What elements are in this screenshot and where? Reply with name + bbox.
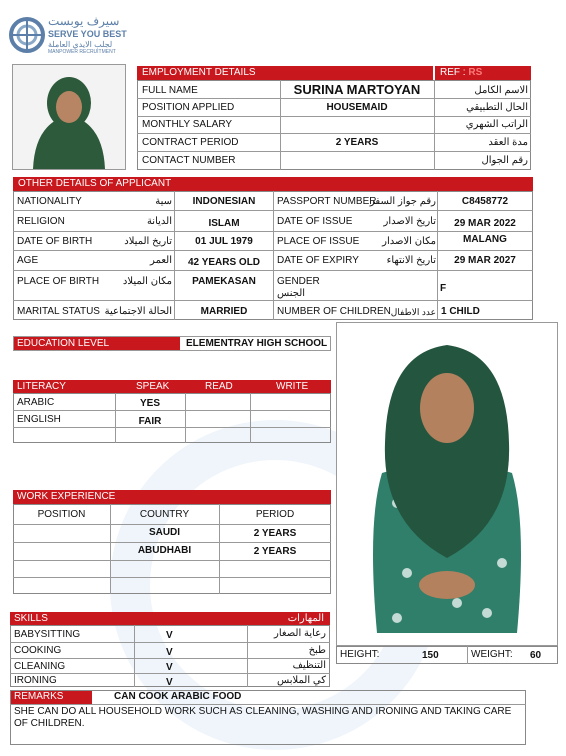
- dob-label: DATE OF BIRTH: [17, 236, 93, 247]
- work-row1-country: SAUDI: [148, 527, 181, 538]
- place-of-birth-label: PLACE OF BIRTH: [17, 276, 100, 287]
- skill-cleaning-ar: التنظيف: [292, 660, 326, 671]
- other-details-header: [13, 177, 533, 191]
- skill-cooking-ar: طبخ: [308, 645, 326, 656]
- ref-label: REF :: [440, 67, 466, 78]
- monthly-salary-ar: الراتب الشهري: [465, 119, 528, 130]
- person-portrait-icon: [13, 65, 125, 169]
- religion-ar: الديانة: [146, 216, 172, 227]
- skill-babysitting: BABYSITTING: [14, 629, 81, 640]
- literacy-arabic-speak: YES: [139, 398, 160, 409]
- weight-value: 60: [530, 650, 542, 661]
- person-portrait-icon: [337, 323, 557, 645]
- applicant-photo-small: [12, 64, 126, 170]
- position-applied-label: POSITION APPLIED: [142, 102, 235, 113]
- marital-status-value: MARRIED: [200, 306, 248, 317]
- work-col-country: COUNTRY: [139, 509, 190, 520]
- date-of-issue-value: 29 MAR 2022: [454, 218, 516, 229]
- children-label: NUMBER OF CHILDREN: [277, 306, 391, 317]
- contract-period-ar: مدة العقد: [488, 137, 528, 148]
- literacy-english-label: ENGLISH: [17, 414, 61, 425]
- passport-label: PASSPORT NUMBER: [277, 196, 377, 207]
- work-header-label: WORK EXPERIENCE: [17, 491, 116, 502]
- height-label: HEIGHT:: [340, 649, 380, 660]
- contract-period-label: CONTRACT PERIOD: [142, 137, 239, 148]
- monthly-salary-label: MONTHLY SALARY: [142, 119, 233, 130]
- skills-header: [10, 612, 330, 625]
- remarks-text: SHE CAN DO ALL HOUSEHOLD WORK SUCH AS CLEANING, WASHING AND IRONING AND TAKING CARE OF CHILDREN.: [14, 706, 512, 729]
- date-of-expiry-label: DATE OF EXPIRY: [277, 255, 359, 266]
- place-of-birth-value: PAMEKASAN: [192, 276, 256, 287]
- logo-sub-en: MANPOWER RECRUITMENT: [48, 49, 116, 55]
- contact-number-ar: رقم الجوال: [481, 155, 528, 166]
- date-of-expiry-ar: تاريخ الانتهاء: [386, 255, 436, 266]
- height-value: 150: [422, 650, 439, 661]
- other-details-header-label: OTHER DETAILS OF APPLICANT: [18, 178, 172, 189]
- place-of-issue-label: PLACE OF ISSUE: [277, 236, 360, 247]
- place-of-birth-ar: مكان الميلاد: [122, 276, 172, 287]
- gender-ar: الجنس: [277, 288, 306, 299]
- skill-cleaning: CLEANING: [14, 661, 66, 672]
- children-ar: عدد الاطفال: [390, 307, 436, 317]
- full-name-value: SURINA MARTOYAN: [293, 82, 421, 97]
- gender-value: F: [440, 283, 447, 294]
- work-header: [13, 490, 331, 504]
- remarks-label: REMARKS: [14, 691, 64, 702]
- contract-period-value: 2 YEARS: [335, 137, 379, 148]
- company-logo: [8, 14, 128, 60]
- date-of-expiry-value: 29 MAR 2027: [454, 255, 516, 266]
- religion-label: RELIGION: [17, 216, 65, 227]
- full-name-label: FULL NAME: [142, 85, 198, 96]
- passport-value: C8458772: [461, 196, 509, 207]
- children-value: 1 CHILD: [441, 306, 480, 317]
- skill-babysitting-mark: V: [166, 630, 173, 641]
- work-col-position: POSITION: [37, 509, 86, 520]
- weight-label: WEIGHT:: [471, 649, 513, 660]
- gender-label: GENDER: [277, 276, 320, 287]
- globe-logo-icon: [8, 16, 46, 54]
- age-value: 42 YEARS OLD: [187, 257, 261, 268]
- full-name-ar: الاسم الكامل: [474, 85, 528, 96]
- nationality-ar: سية: [155, 196, 172, 207]
- skill-babysitting-ar: رعاية الصغار: [274, 628, 326, 639]
- date-of-issue-label: DATE OF ISSUE: [277, 216, 353, 227]
- passport-ar: رقم جواز السفر: [369, 196, 436, 207]
- place-of-issue-value: MALANG: [463, 234, 507, 245]
- literacy-english-speak: FAIR: [138, 416, 162, 427]
- logo-arabic: سيرف يوبست: [48, 14, 120, 28]
- contact-number-label: CONTACT NUMBER: [142, 155, 236, 166]
- position-applied-value: HOUSEMAID: [326, 102, 388, 113]
- work-row2-country: ABUDHABI: [137, 545, 192, 556]
- ref-header: [435, 66, 531, 80]
- skills-header-ar: المهارات: [287, 613, 324, 624]
- dob-ar: تاريخ الميلاد: [124, 236, 172, 247]
- place-of-issue-ar: مكان الاصدار: [382, 236, 436, 247]
- skill-ironing-mark: V: [166, 677, 173, 688]
- applicant-photo-full: [336, 322, 558, 646]
- education-label: EDUCATION LEVEL: [17, 338, 110, 349]
- skill-ironing-ar: كي الملابس: [277, 675, 326, 686]
- dob-value: 01 JUL 1979: [195, 236, 253, 247]
- marital-status-label: MARITAL STATUS: [17, 306, 100, 317]
- employment-header-label: EMPLOYMENT DETAILS: [142, 67, 256, 78]
- skill-cleaning-mark: V: [166, 662, 173, 673]
- remarks-headline: CAN COOK ARABIC FOOD: [114, 691, 242, 702]
- position-applied-ar: الحال التطبيقي: [466, 102, 528, 113]
- literacy-header-label: LITERACY: [17, 381, 66, 392]
- literacy-arabic-label: ARABIC: [17, 397, 55, 408]
- date-of-issue-ar: تاريخ الاصدار: [383, 216, 436, 227]
- work-col-period: PERIOD: [255, 509, 295, 520]
- work-row1-period: 2 YEARS: [253, 528, 297, 539]
- logo-sub-ar: لجلب الايدي العاملة: [48, 40, 113, 49]
- skill-ironing: IRONING: [14, 675, 57, 686]
- literacy-header: [13, 380, 331, 393]
- marital-status-ar: الحالة الاجتماعية: [104, 306, 172, 317]
- education-value: ELEMENTRAY HIGH SCHOOL: [186, 338, 328, 349]
- skill-cooking: COOKING: [14, 645, 62, 656]
- skill-cooking-mark: V: [166, 647, 173, 658]
- logo-name: SERVE YOU BEST: [48, 29, 127, 39]
- speak-header: SPEAK: [136, 381, 170, 392]
- skills-header-label: SKILLS: [14, 613, 48, 624]
- read-header: READ: [205, 381, 233, 392]
- work-row2-period: 2 YEARS: [253, 546, 297, 557]
- employment-header: [137, 66, 433, 80]
- ref-value: RS: [468, 67, 483, 78]
- age-label: AGE: [17, 255, 39, 266]
- religion-value: ISLAM: [208, 218, 240, 229]
- age-ar: العمر: [150, 255, 172, 266]
- nationality-value: INDONESIAN: [192, 196, 256, 207]
- nationality-label: NATIONALITY: [17, 196, 82, 207]
- write-header: WRITE: [276, 381, 309, 392]
